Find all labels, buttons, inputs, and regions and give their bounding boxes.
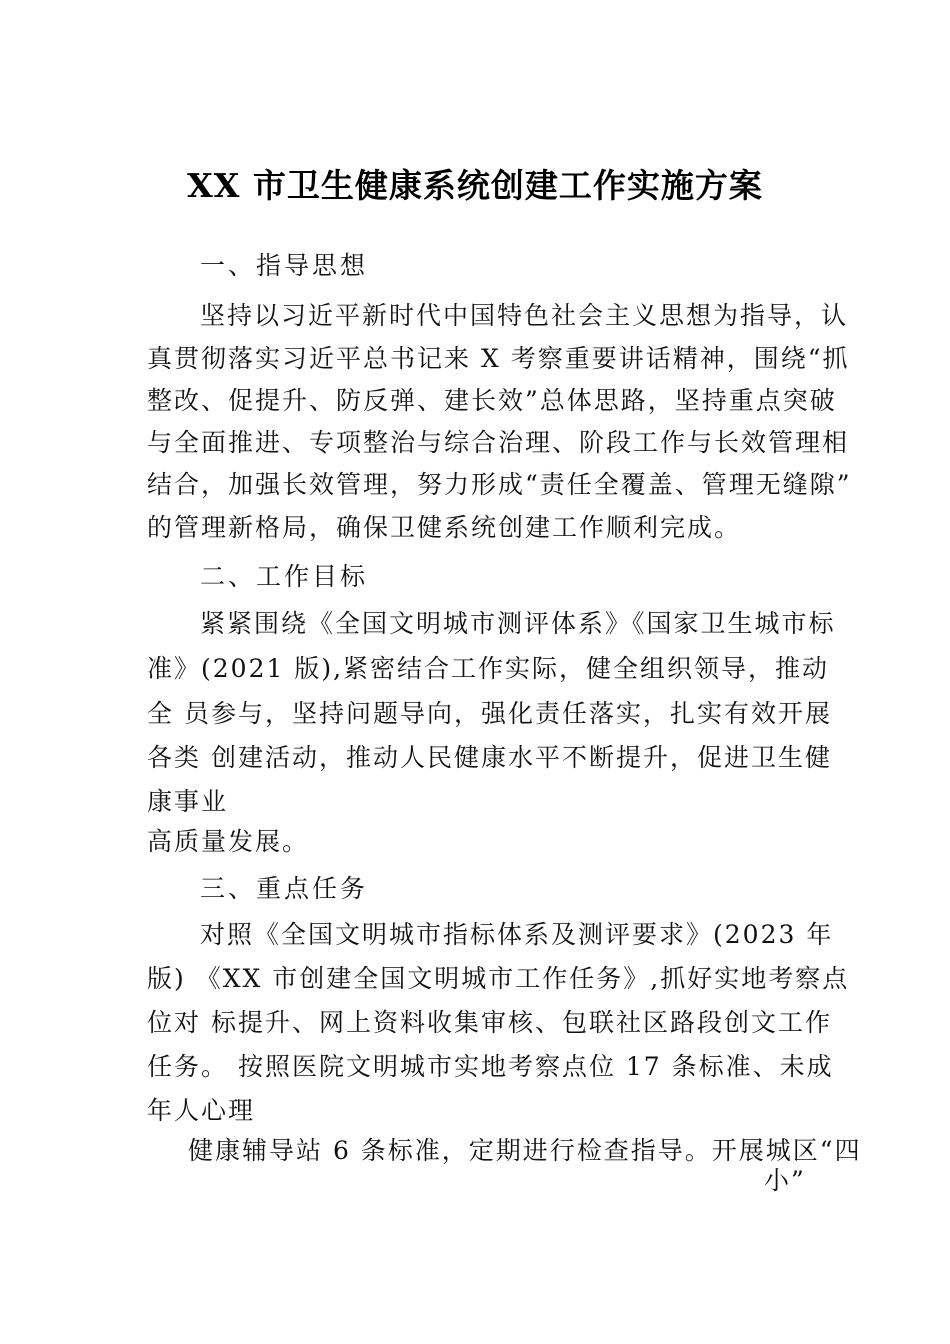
paragraph-line: 各类 创建活动，推动人民健康水平不断提升，促进卫生健 [147,743,832,772]
paragraph-line: 健康辅导站 6 条标准，定期进行检查指导。开展城区“四 [188,1136,862,1165]
paragraph-line: 版) 《XX 市创建全国文明城市工作任务》,抓好实地考察点 [147,964,850,993]
paragraph-line: 任务。 按照医院文明城市实地考察点位 17 条标准、未成 [147,1052,834,1081]
section-heading-key-tasks: 三、重点任务 [200,874,369,903]
paragraph-line: 高质量发展。 [147,827,310,856]
document-title: XX 市卫生健康系统创建工作实施方案 [187,166,763,205]
paragraph-line: 小” [764,1166,806,1195]
paragraph-line: 康事业 [147,787,229,816]
paragraph-line: 结合，加强长效管理，努力形成“责任全覆盖、管理无缝隙” [147,470,852,499]
paragraph-line: 位对 标提升、网上资料收集审核、包联社区路段创文工作 [147,1008,832,1037]
paragraph-line: 年人心理 [147,1096,256,1125]
paragraph-line: 对照《全国文明城市指标体系及测评要求》(2023 年 [200,920,834,949]
paragraph-line: 紧紧围绕《全国文明城市测评体系》《国家卫生城市标 [200,609,836,638]
paragraph-line: 整改、促提升、防反弹、建长效”总体思路，坚持重点突破 [147,386,837,415]
paragraph-line: 坚持以习近平新时代中国特色社会主义思想为指导，认 [200,301,849,330]
paragraph-line: 与全面推进、专项整治与综合治理、阶段工作与长效管理相 [147,428,850,457]
paragraph-line: 准》(2021 版),紧密结合工作实际，健全组织领导，推动 [147,654,830,683]
section-heading-work-goals: 二、工作目标 [200,562,369,591]
section-heading-guiding-ideology: 一、指导思想 [200,251,369,280]
paragraph-line: 全 员参与，坚持问题导向，强化责任落实，扎实有效开展 [147,699,832,728]
paragraph-line: 的管理新格局，确保卫健系统创建工作顺利完成。 [147,513,742,542]
paragraph-line: 真贯彻落实习近平总书记来 X 考察重要讲话精神，围绕“抓 [147,344,850,373]
